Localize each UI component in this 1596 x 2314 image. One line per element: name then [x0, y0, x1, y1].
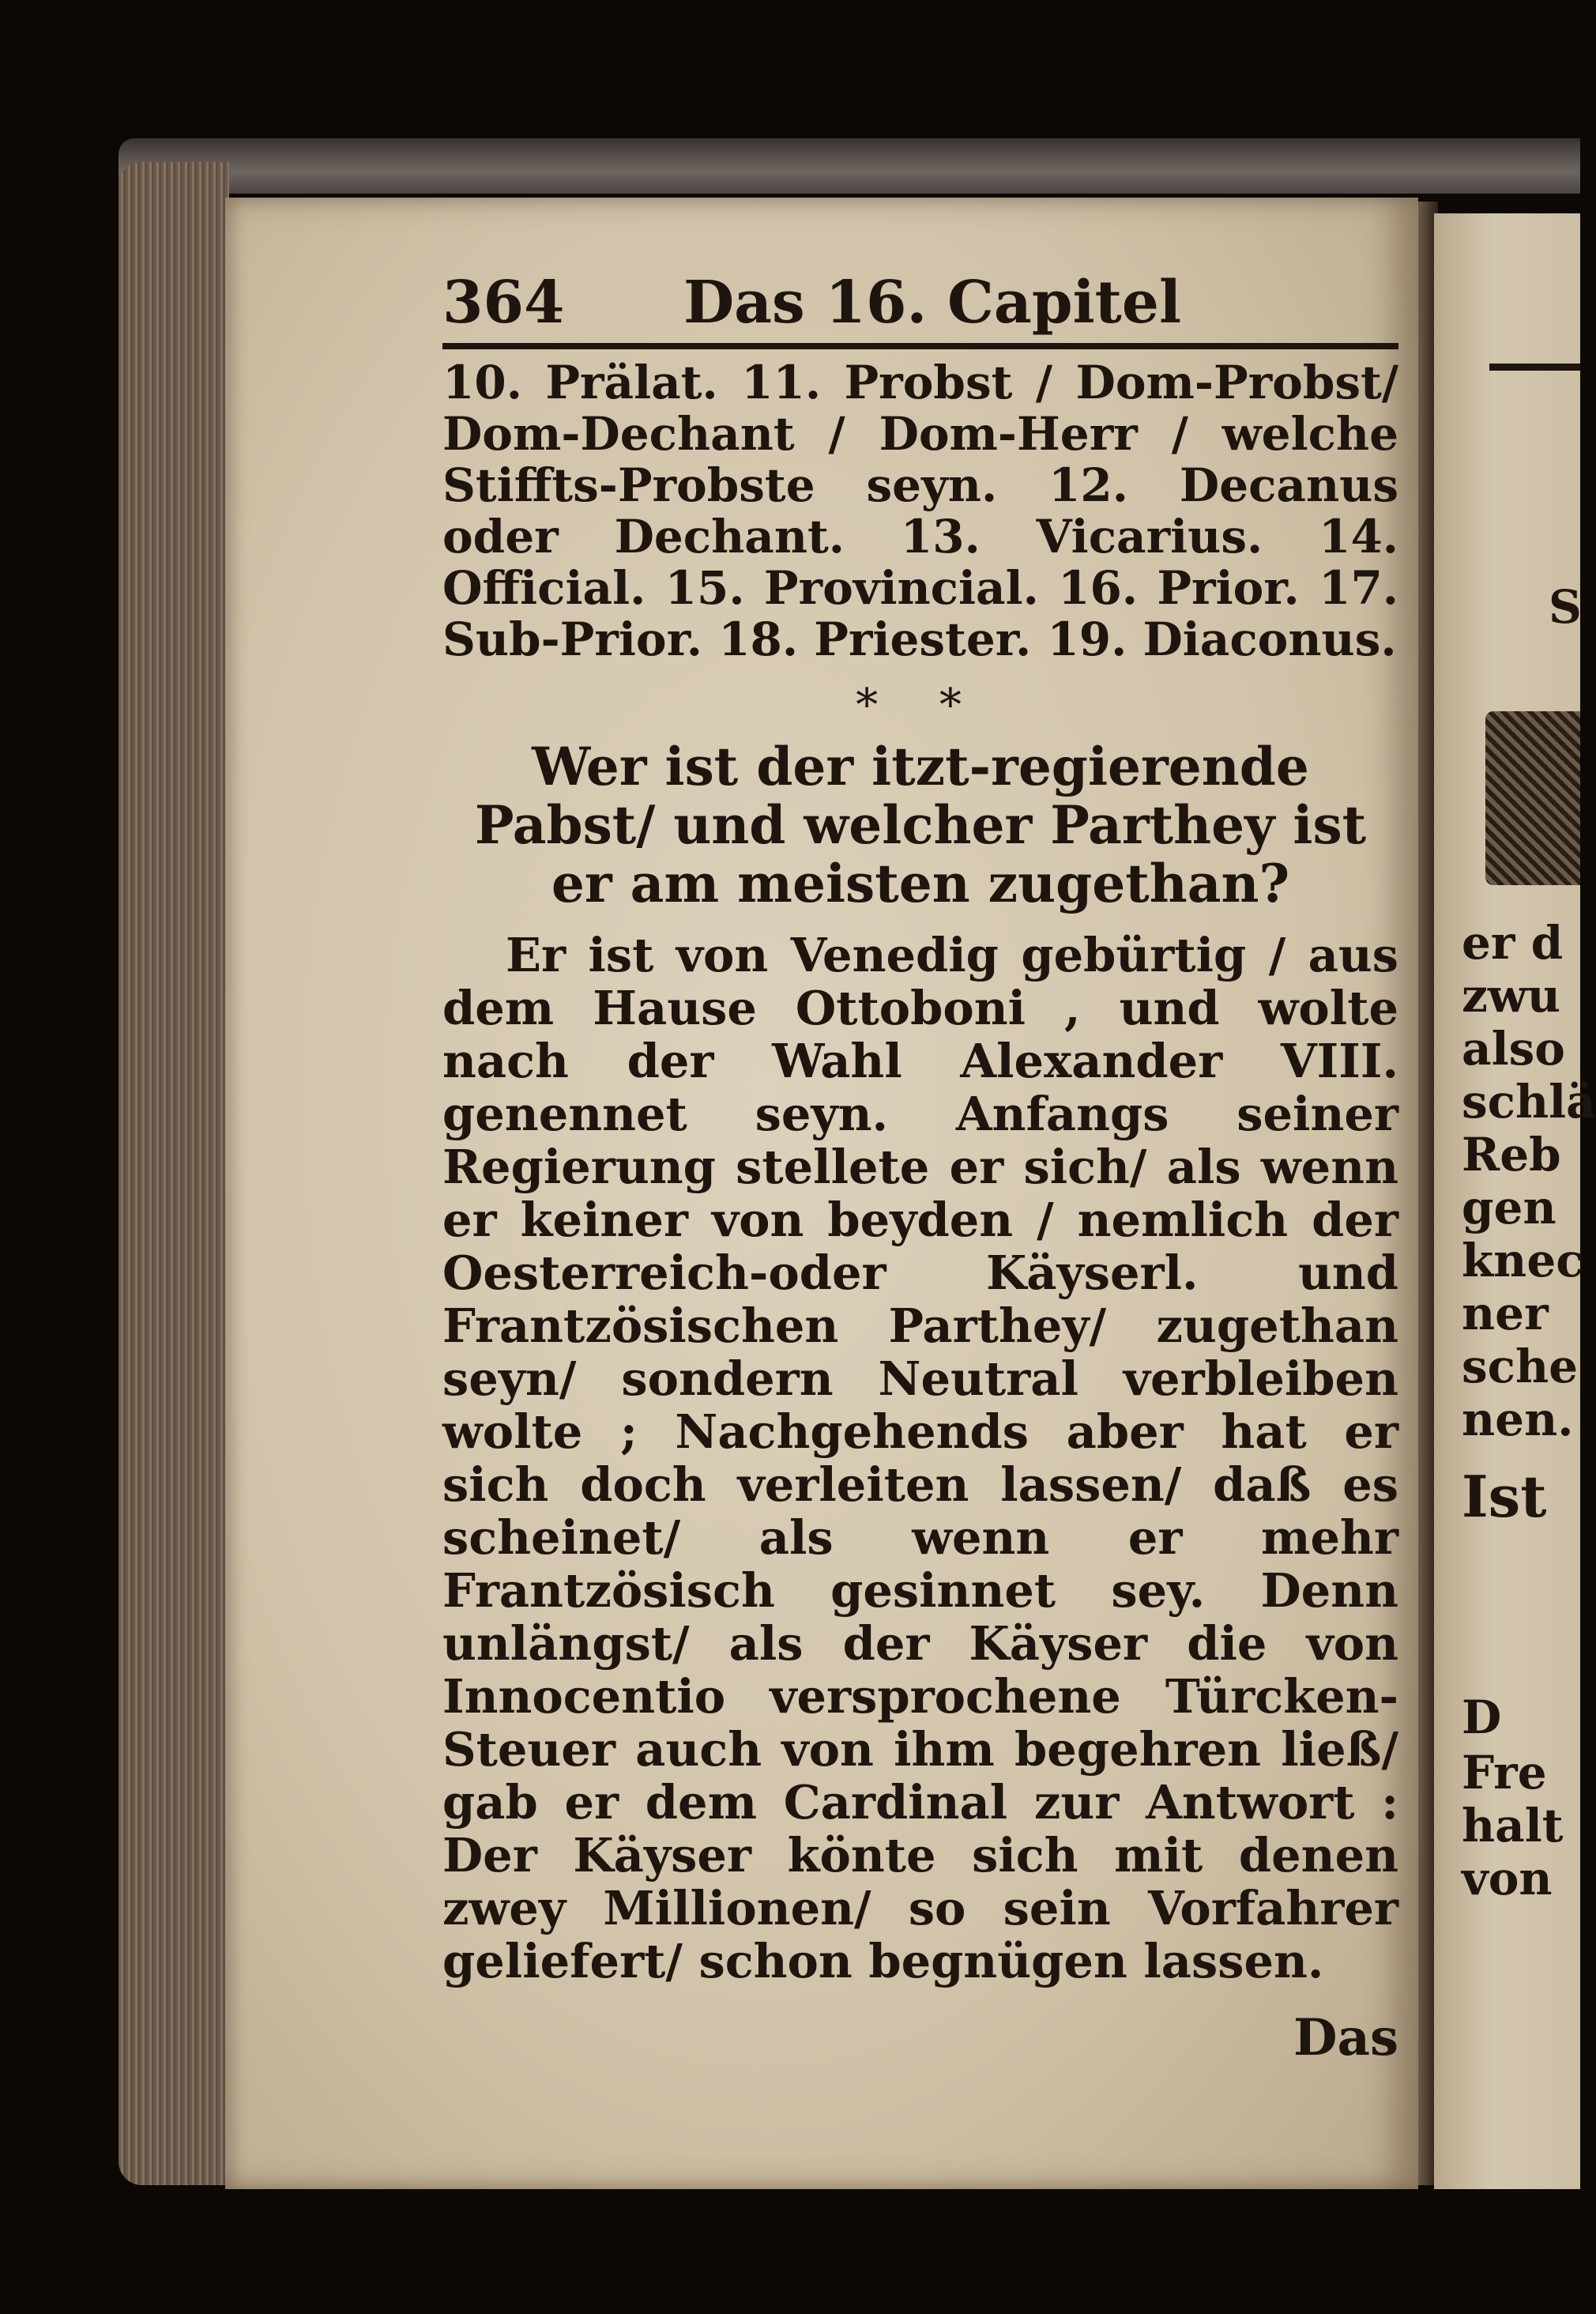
facing-fragment: ner	[1462, 1287, 1549, 1340]
facing-fragment: also	[1462, 1022, 1565, 1076]
header-rule	[442, 343, 1398, 349]
catchword: Das	[1293, 2008, 1398, 2067]
facing-fragment: von	[1462, 1852, 1553, 1905]
facing-fragment: D	[1462, 1690, 1502, 1744]
book-cover-top	[119, 138, 1580, 194]
top-paragraph: 10. Prälat. 11. Probst / Dom-Probst/ Dom-Dechant / Dom-Herr / welche Stiffts-Probste seyn. 12. Decanus oder Dechant. 13. Vicarius. 14. Official. 15. Provincial. 16. Prior. 17. Sub-Prior. 18. Priester. 19. Diaconus.	[442, 356, 1398, 666]
facing-page-initial	[1485, 711, 1580, 885]
facing-fragment: knec	[1462, 1234, 1584, 1287]
section-separator: * *	[856, 680, 985, 731]
page-number: 364	[442, 269, 565, 337]
question-heading: Wer ist der itzt-regierende Pabst/ und welcher Parthey ist er am meisten zugethan?	[474, 736, 1367, 914]
page-header	[442, 269, 1398, 340]
running-head: Das 16. Capitel	[683, 269, 1182, 337]
facing-fragment: schlä	[1462, 1075, 1596, 1129]
facing-page-rule	[1489, 364, 1580, 371]
facing-fragment: S	[1549, 580, 1582, 634]
facing-fragment: er d	[1462, 916, 1564, 970]
facing-fragment: Ist	[1462, 1463, 1547, 1530]
facing-fragment: sche	[1462, 1340, 1579, 1393]
facing-fragment: Fre	[1462, 1746, 1547, 1800]
facing-fragment: zwu	[1462, 969, 1561, 1023]
facing-fragment: halt	[1462, 1799, 1564, 1852]
facing-fragment: gen	[1462, 1181, 1556, 1234]
facing-fragment: Reb	[1462, 1128, 1561, 1181]
answer-paragraph: Er ist von Venedig gebürtig / aus dem Hause Ottoboni , und wolte nach der Wahl Alexander VIII. genennet seyn. Anfangs seiner Regierung stellete er sich/ als wenn er keiner von beyden / nemlich der Oesterreich-oder Käyserl. und Frantzösischen Parthey/ zugethan seyn/ sondern Neutral verbleiben wolte ; Nachgehends aber hat er sich doch verleiten lassen/ daß es scheinet/ als wenn er mehr Frantzösisch gesinnet sey. Denn unlängst/ als der Käyser die von Innocentio versprochene Türcken-Steuer auch von ihm begehren ließ/ gab er dem Cardinal zur Antwort : Der Käyser könte sich mit denen zwey Millionen/ so sein Vorfahrer geliefert/ schon begnügen lassen.	[442, 928, 1398, 1988]
page-text-area	[442, 269, 1398, 2067]
book-page-edges	[119, 162, 229, 2185]
facing-fragment: nen.	[1462, 1393, 1574, 1446]
